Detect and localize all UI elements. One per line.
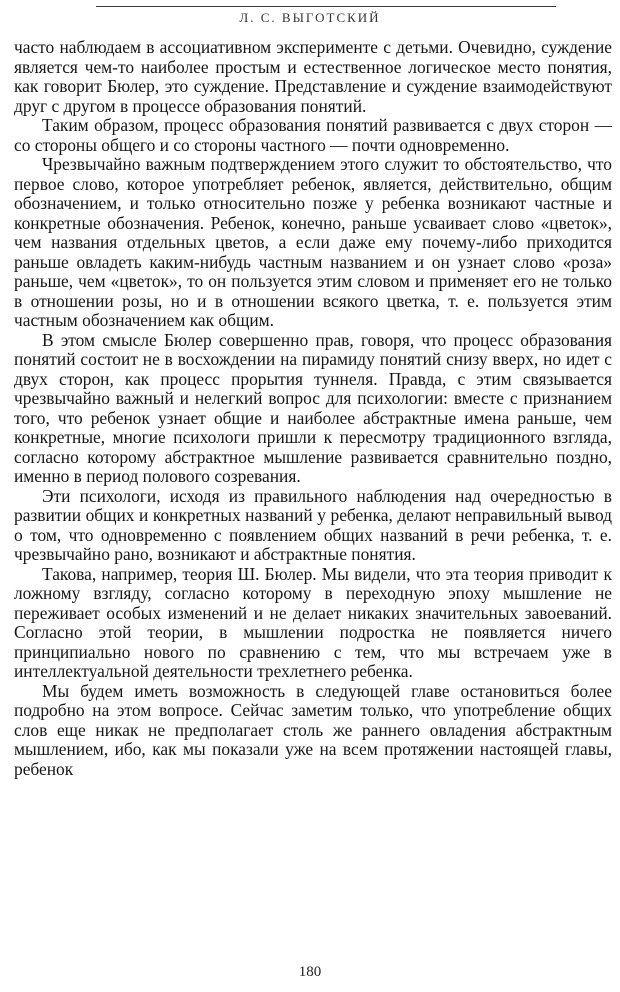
- paragraph: Эти психологи, исходя из правильного наблюдения над очередностью в развитии общих и конкретных названий у ребенка, делают неправильный вывод о том, что одновременно с появлением общих названий в речи ребенка, т. е. чрезвычайно рано, возникают и абстрактные понятия.: [14, 485, 612, 564]
- paragraph: В этом смысле Бюлер совершенно прав, говоря, что процесс образования понятий состоит не в восхождении на пирамиду понятий снизу вверх, но идет с двух сторон, как процесс прорытия туннеля. Правда, с этим связывается чрезвычайно важный и нелегкий вопрос для психологии: вместе с признанием того, что ребенок узнает общие и наиболее абстрактные имена раньше, чем конкретные, многие психологи пришли к пересмотру традиционного взгляда, согласно которому абстрактное мышление развивается сравнительно поздно, именно в период полового созревания.: [14, 329, 612, 486]
- body-text: [14, 38, 612, 779]
- running-head: Л. С. ВЫГОТСКИЙ: [239, 10, 381, 25]
- paragraph: Чрезвычайно важным подтверждением этого служит то обстоятельство, что первое слово, которое употребляет ребенок, является, действительно, общим обозначением, и только относительно позже у ребенка возникают частные и конкретные обозначения. Ребенок, конечно, раньше усваивает слово «цветок», чем названия отдельных цветов, а если даже ему почему-либо приходится раньше овладеть каким-нибудь частным названием и он узнает слово «роза» раньше, чем «цветок», то он пользуется этим словом и применяет его не только в отношении розы, но и в отношении всякого цветка, т. е. пользуется этим частным обозначением как общим.: [14, 154, 612, 330]
- page-number: 180: [298, 964, 322, 980]
- paragraph: часто наблюдаем в ассоциативном эксперименте с детьми. Очевидно, суждение является чем-то наиболее простым и естественное логическое место понятия, как говорит Бюлер, это суждение. Представление и суждение взаимодействуют друг с другом в процессе образования понятий.: [14, 37, 612, 116]
- paragraph: Таким образом, процесс образования понятий развивается с двух сторон — со стороны общего и со стороны частного — почти одновременно.: [14, 115, 612, 155]
- paragraph: Такова, например, теория Ш. Бюлер. Мы видели, что эта теория приводит к ложному взгляду, согласно которому в переходную эпоху мышление не переживает особых изменений и не делает никаких значительных завоеваний. Согласно этой теории, в мышлении подростка не появляется ничего принципиально нового по сравнению с тем, что мы встречаем уже в интеллектуальной деятельности трехлетнего ребенка.: [14, 563, 612, 681]
- paragraph: Мы будем иметь возможность в следующей главе остановиться более подробно на этом вопросе. Сейчас заметим только, что употребление общих слов еще никак не предполагает столь же раннего овладения абстрактным мышлением, ибо, как мы показали уже на всем протяжении настоящей главы, ребенок: [14, 680, 612, 779]
- header-rule: [96, 6, 556, 7]
